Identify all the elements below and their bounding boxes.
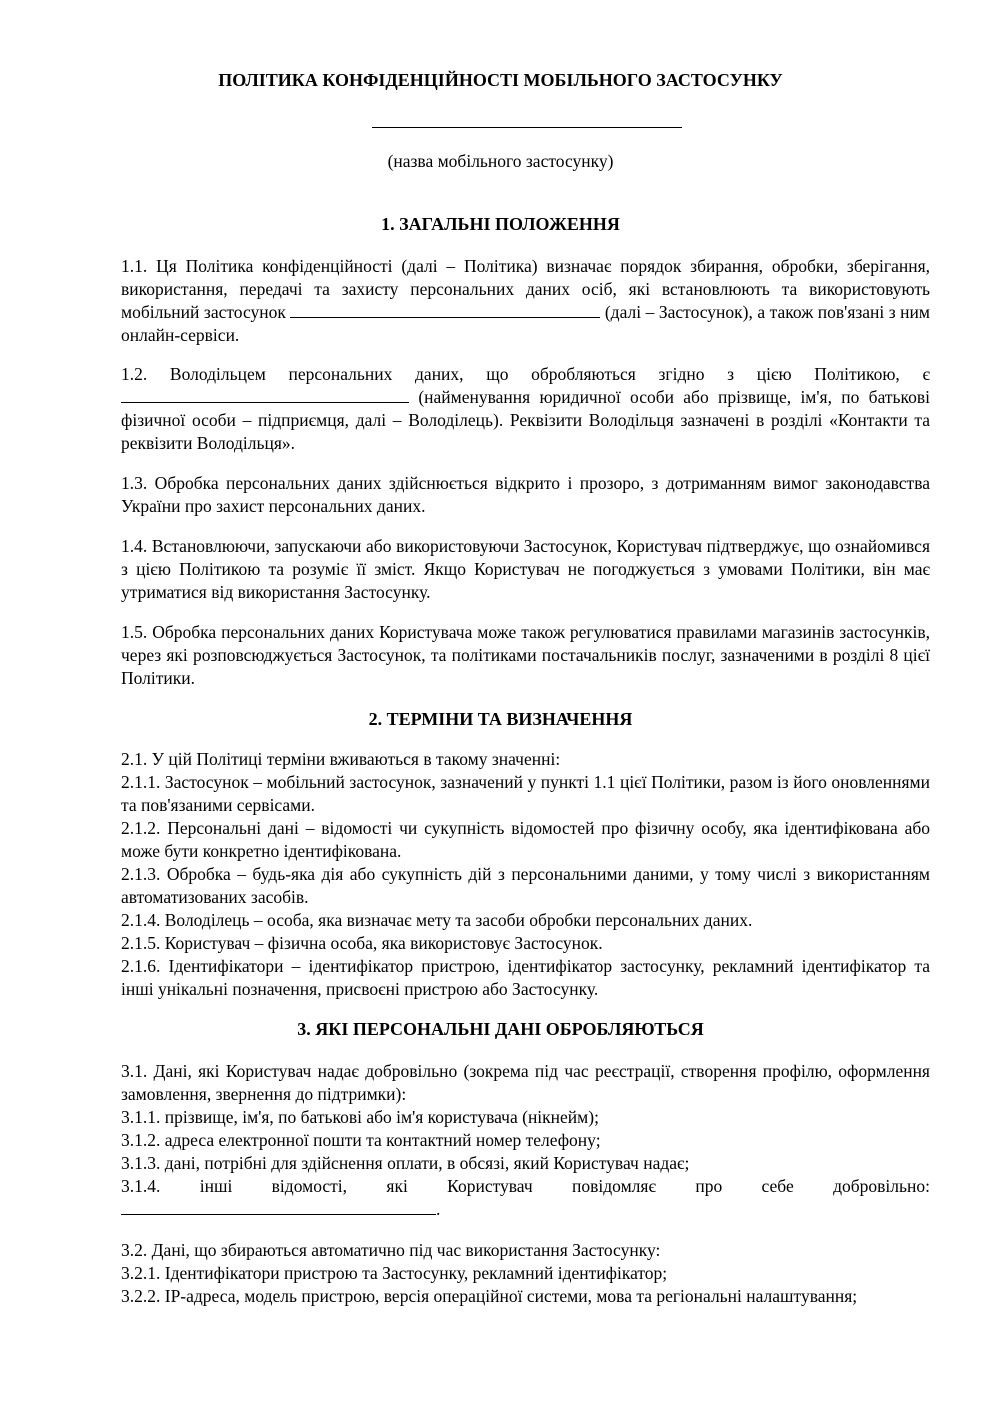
paragraph-1-1-text-b: (далі – Застосунок), а також пов'язані з ним онлайн-сервіси.: [121, 302, 930, 345]
paragraph-2-1-4: 2.1.4. Володілець – особа, яка визначає мету та засоби обробки персональних даних.: [121, 910, 753, 930]
paragraph-1-2-text-a: 1.2. Володільцем персональних даних, що обробляються згідно з цією Політикою, є: [121, 364, 930, 384]
paragraph-3-1-2: 3.1.2. адреса електронної пошти та контактний номер телефону;: [121, 1130, 601, 1150]
paragraph-1-1: [121, 255, 930, 347]
section-1-heading: 1. ЗАГАЛЬНІ ПОЛОЖЕННЯ: [381, 214, 620, 234]
paragraph-2-1-3: 2.1.3. Обробка – будь-яка дія або сукупність дій з персональними даними, у тому числі з використанням автоматизованих засобів.: [121, 864, 930, 907]
paragraph-2-1-1: 2.1.1. Застосунок – мобільний застосунок, зазначений у пункті 1.1 цієї Політики, разом із його оновленнями та пов'язаними сервісами.: [121, 772, 930, 815]
paragraph-1-2-text-b: (найменування юридичної особи або прізвище, ім'я, по батькові фізичної особи – підприємця, далі – Володілець). Реквізити Володільця зазначені в розділі «Контакти та реквізити Володільця».: [121, 387, 931, 453]
paragraph-3-1-4: 3.1.4. інші відомості, які Користувач повідомляє про себе добровільно:: [121, 1176, 930, 1196]
paragraph-1-4: 1.4. Встановлюючи, запускаючи або використовуючи Застосунок, Користувач підтверджує, що ознайомився з цією Політикою та розуміє її зміст. Якщо Користувач не погоджується з умовами Політики, він має утриматися від використання Застосунку.: [121, 536, 930, 602]
paragraph-1-3: 1.3. Обробка персональних даних здійснюється відкрито і прозоро, з дотриманням вимог законодавства України про захист персональних даних.: [121, 473, 930, 516]
app-name-field-blank: [290, 301, 600, 318]
app-name-caption: (назва мобільного застосунку): [387, 151, 614, 171]
paragraph-1-1-text-a: 1.1. Ця Політика конфіденційності (далі – Політика) визначає порядок збирання, обробки, зберігання, використання, передачі та захисту персональних даних осіб, які встановлюють та використовують мобільний застосунок: [121, 256, 930, 322]
paragraph-3-1-4-blank-line: .: [121, 1198, 930, 1221]
section-3-heading: 3. ЯКІ ПЕРСОНАЛЬНІ ДАНІ ОБРОБЛЯЮТЬСЯ: [297, 1019, 704, 1039]
paragraph-3-1-1: 3.1.1. прізвище, ім'я, по батькові або ім'я користувача (нікнейм);: [121, 1107, 599, 1127]
paragraph-3-2-2: 3.2.2. IP-адреса, модель пристрою, версія операційної системи, мова та регіональні налаштування;: [121, 1286, 858, 1306]
owner-name-blank: [121, 386, 409, 403]
paragraph-2-1-6: 2.1.6. Ідентифікатори – ідентифікатор пристрою, ідентифікатор застосунку, рекламний ідентифікатор та інші унікальні позначення, присвоєні пристрою або Застосунку.: [121, 956, 930, 999]
paragraph-3-2-1: 3.2.1. Ідентифікатори пристрою та Застосунку, рекламний ідентифікатор;: [121, 1263, 668, 1283]
app-name-blank: [372, 127, 682, 128]
paragraph-2-1-5: 2.1.5. Користувач – фізична особа, яка використовує Застосунок.: [121, 933, 603, 953]
paragraph-2-1-2: 2.1.2. Персональні дані – відомості чи сукупність відомостей про фізичну особу, яка ідентифікована або може бути конкретно ідентифікована.: [121, 818, 930, 861]
paragraph-1-5: 1.5. Обробка персональних даних Користувача може також регулюватися правилами магазинів застосунків, через які розповсюджується Застосунок, та політиками постачальників послуг, зазначеними в розділі 8 цієї Політики.: [121, 622, 930, 688]
section-2-heading: 2. ТЕРМІНИ ТА ВИЗНАЧЕННЯ: [368, 709, 633, 729]
paragraph-1-2: [121, 363, 930, 455]
paragraph-3-1-3: 3.1.3. дані, потрібні для здійснення оплати, в обсязі, який Користувач надає;: [121, 1153, 690, 1173]
paragraph-3-2: 3.2. Дані, що збираються автоматично під час використання Застосунку:: [121, 1240, 661, 1260]
paragraph-3-1: 3.1. Дані, які Користувач надає добровільно (зокрема під час реєстрації, створення профілю, оформлення замовлення, звернення до підтримки):: [121, 1061, 930, 1104]
other-info-blank: [121, 1198, 436, 1215]
paragraph-2-1: 2.1. У цій Політиці терміни вживаються в такому значенні:: [121, 749, 561, 769]
document-title: ПОЛІТИКА КОНФІДЕНЦІЙНОСТІ МОБІЛЬНОГО ЗАСТОСУНКУ: [218, 70, 783, 90]
